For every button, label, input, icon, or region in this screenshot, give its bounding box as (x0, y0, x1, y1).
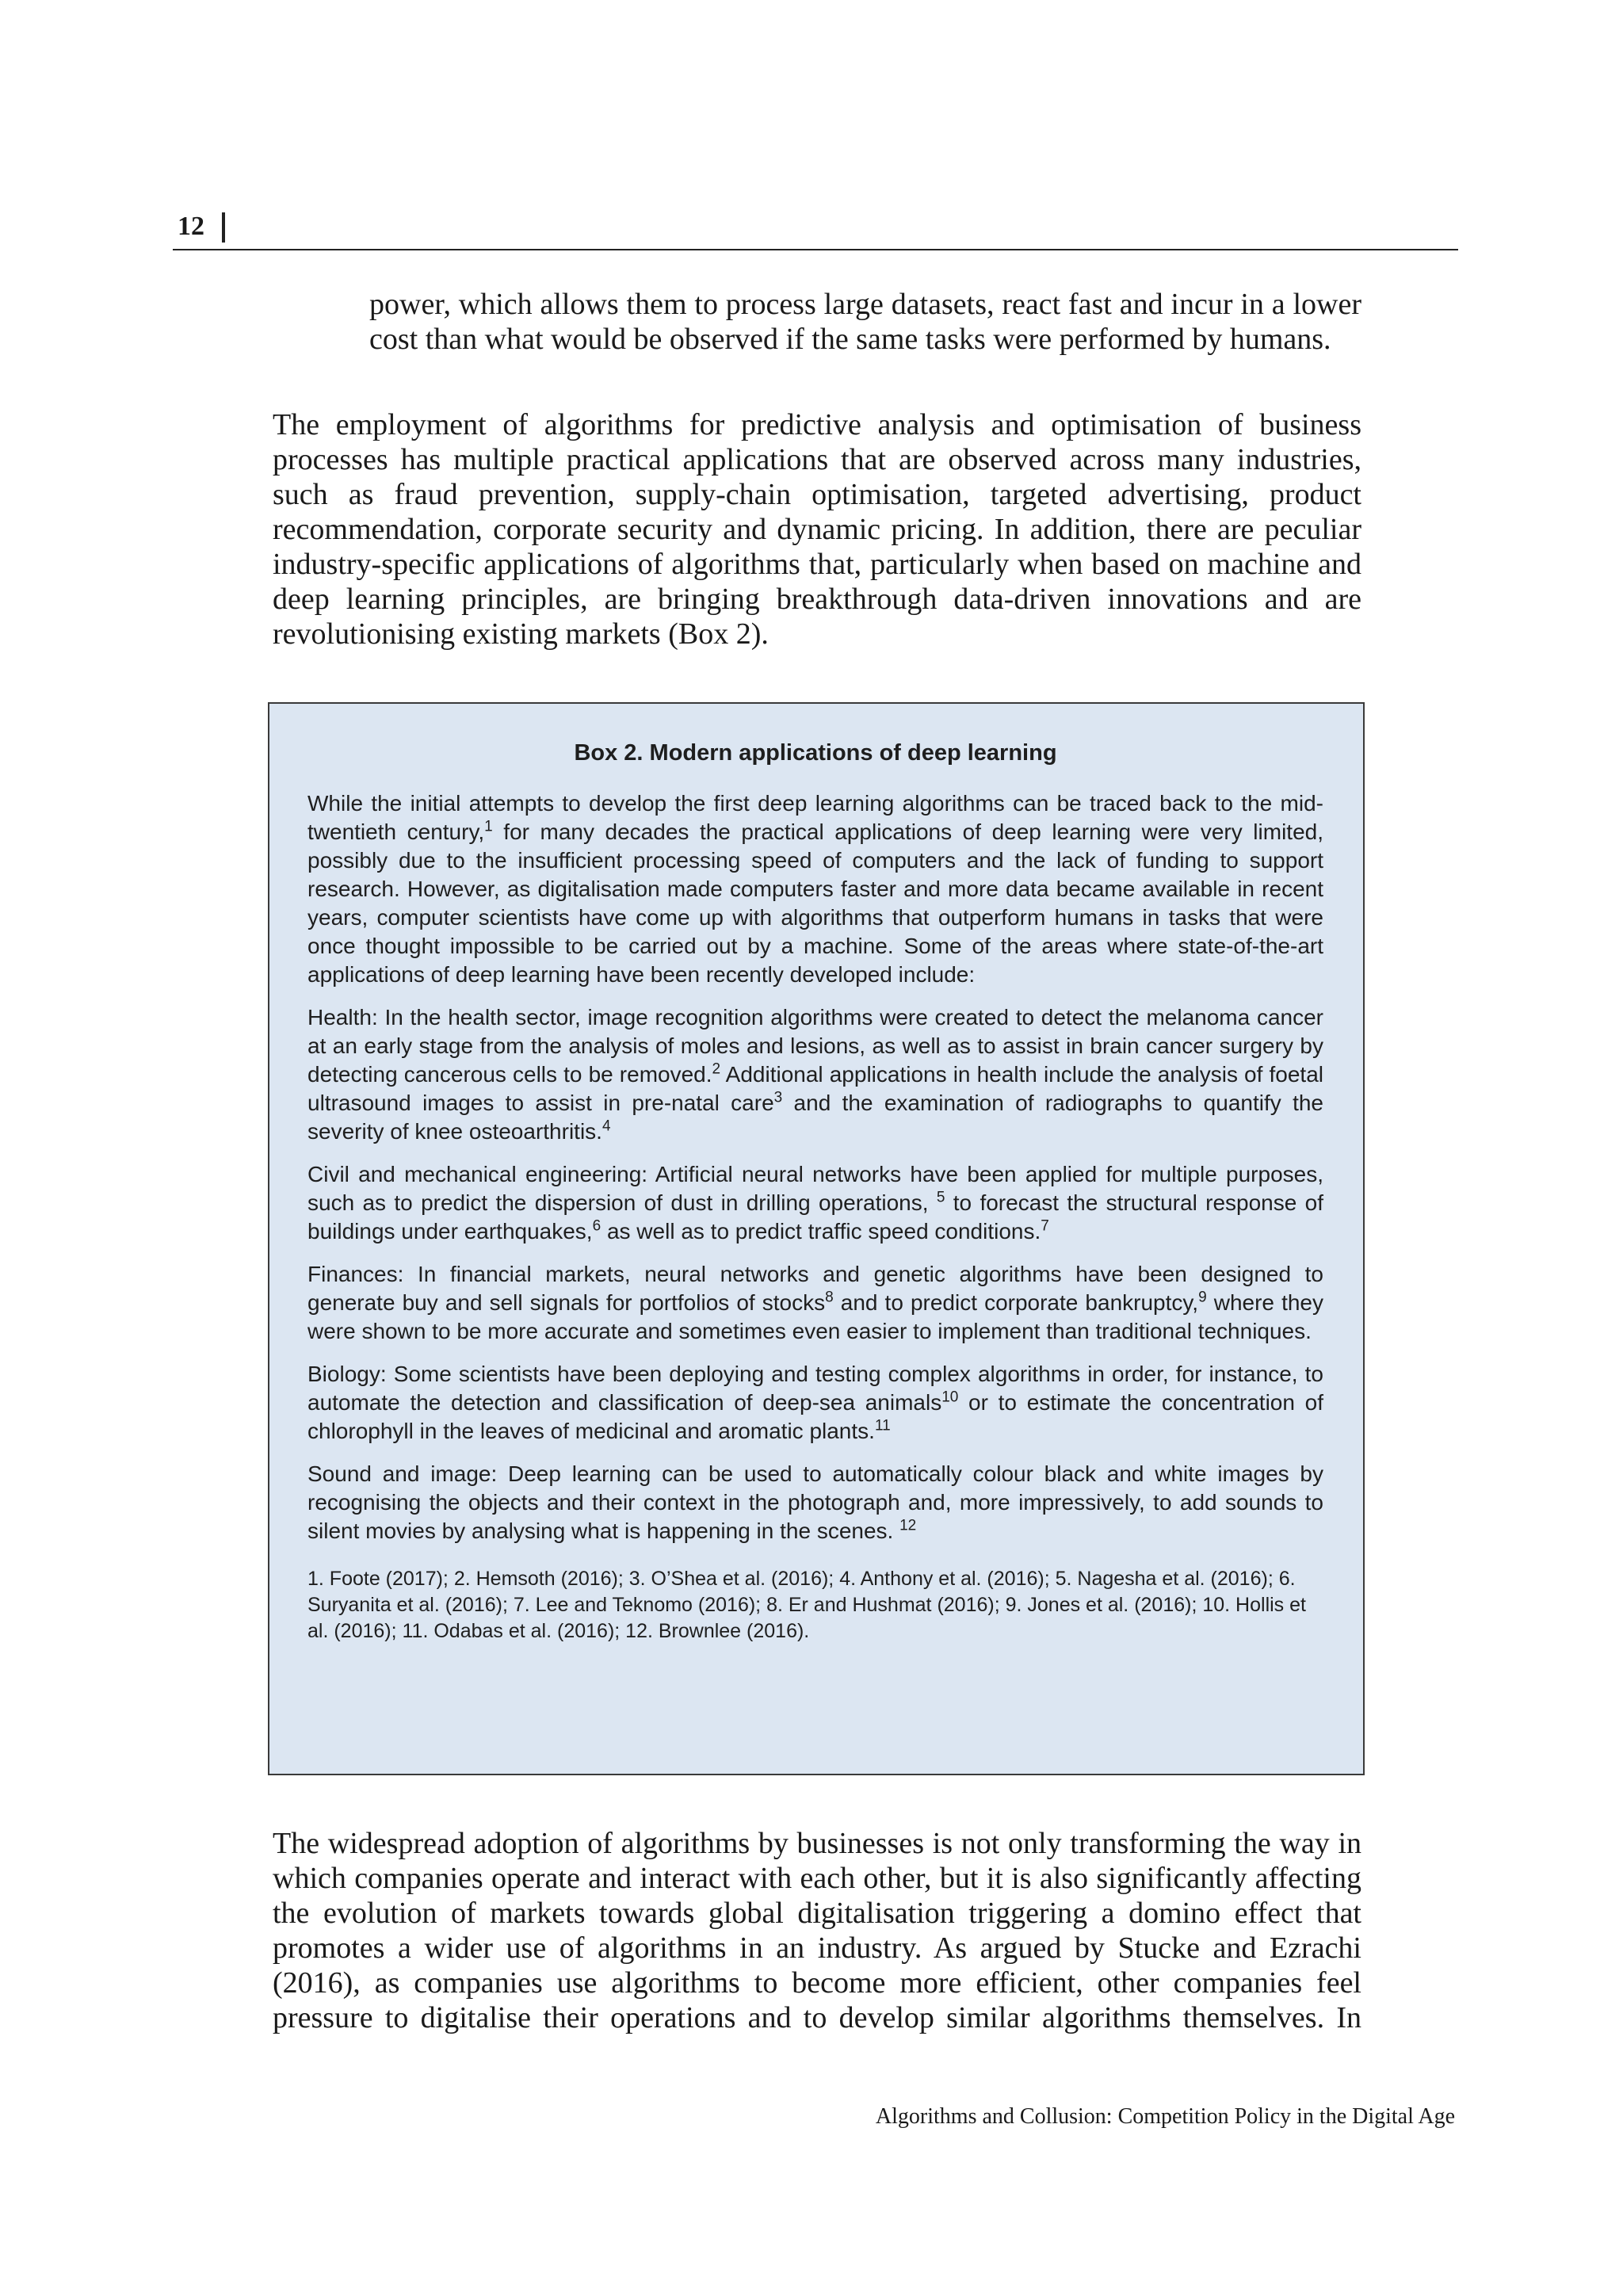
box-engineering-text: as well as to predict traffic speed conditions. (601, 1219, 1041, 1244)
footnote-ref-11: 11 (874, 1417, 891, 1435)
page-header (173, 208, 1458, 250)
header-divider (222, 212, 225, 243)
footnote-ref-9: 9 (1198, 1289, 1207, 1306)
box-finances-text: where they were shown to be more accurate and sometimes even easier to implement than traditional techniques. (307, 1290, 1323, 1343)
box-engineering-text: to forecast the structural response of buildings under earthquakes, (307, 1190, 1323, 1244)
box-health-text: Additional applications in health include the analysis of foetal ultrasound images to assist in pre-natal care (307, 1062, 1323, 1115)
body-paragraph-2: The widespread adoption of algorithms by businesses is not only transforming the way in which companies operate and interact with each other, but it is also significantly affecting the evolution of markets towards global digitalisation triggering a domino effect that promotes a wider use of algorithms in an industry. As argued by Stucke and Ezrachi (2016), as companies use algorithms to become more efficient, other companies feel pressure to digitalise their operations and to develop similar algorithms themselves. In (273, 1827, 1361, 2034)
page-number: 12 (178, 212, 204, 241)
box-sound-image-paragraph (307, 1460, 1323, 1545)
box-title: Box 2. Modern applications of deep learning (574, 740, 1057, 766)
footnote-ref-5: 5 (936, 1189, 945, 1206)
box-biology-paragraph (307, 1360, 1323, 1446)
box-sound-image-text: Sound and image: Deep learning can be used to automatically colour black and white images by recognising the objects and their context in the photograph and, more impressively, to add sounds to silent movies by analysing what is happening in the scenes. (307, 1461, 1323, 1543)
box-engineering-paragraph (307, 1160, 1323, 1246)
box-biology-text: or to estimate the concentration of chlorophyll in the leaves of medicinal and aromatic plants. (307, 1390, 1323, 1443)
box-intro-text: for many decades the practical applications of deep learning were very limited, possibly due to the insufficient processing speed of computers and the lack of funding to support research. However, as digitalisation made computers faster and more data became available in recent years, computer scientists have come up with algorithms that outperform humans in tasks that were once thought impossible to be carried out by a machine. Some of the areas where state-of-the-art applications of deep learning have been recently developed include: (307, 819, 1323, 987)
footnote-ref-3: 3 (773, 1089, 783, 1106)
footnote-ref-2: 2 (712, 1060, 721, 1078)
footnote-ref-7: 7 (1041, 1217, 1049, 1235)
page-footer: Algorithms and Collusion: Competition Policy in the Digital Age (875, 2104, 1455, 2129)
box-engineering-text: Civil and mechanical engineering: Artificial neural networks have been applied for multiple purposes, such as to predict the dispersion of dust in drilling operations, (307, 1162, 1323, 1215)
box-2 (268, 702, 1365, 1775)
box-finances-paragraph (307, 1260, 1323, 1346)
footnote-ref-10: 10 (941, 1389, 959, 1406)
continued-paragraph: power, which allows them to process large datasets, react fast and incur in a lower cost than what would be observed if the same tasks were performed by humans. (369, 288, 1361, 356)
footnote-ref-12: 12 (899, 1517, 917, 1534)
box-notes: 1. Foote (2017); 2. Hemsoth (2016); 3. O’Shea et al. (2016); 4. Anthony et al. (2016); 5. Nagesha et al. (2016); 6. Suryanita et al. (2016); 7. Lee and Teknomo (2016); 8. Er and Hushmat (2016); 9. Jones et al. (2016); 10. Hollis et al. (2016); 11. Odabas et al. (2016); 12. Brownlee (2016). (307, 1568, 1306, 1642)
box-biology-text: Biology: Some scientists have been deploying and testing complex algorithms in order, for instance, to automate the detection and classification of deep-sea animals (307, 1362, 1323, 1415)
box-health-text: and the examination of radiographs to quantify the severity of knee osteoarthritis. (307, 1091, 1323, 1144)
box-finances-text: and to predict corporate bankruptcy, (833, 1290, 1199, 1315)
footnote-ref-6: 6 (592, 1217, 601, 1235)
box-intro-text: While the initial attempts to develop the first deep learning algorithms can be traced back to the mid-twentieth century, (307, 791, 1323, 844)
box-health-paragraph (307, 1003, 1323, 1146)
footnote-ref-1: 1 (484, 818, 493, 835)
footnote-ref-4: 4 (601, 1117, 611, 1135)
box-health-text: Health: In the health sector, image recognition algorithms were created to detect the melanoma cancer at an early stage from the analysis of moles and lesions, as well as to assist in brain cancer surgery by detecting cancerous cells to be removed. (307, 1005, 1323, 1087)
body-paragraph-1: The employment of algorithms for predictive analysis and optimisation of business processes has multiple practical applications that are observed across many industries, such as fraud prevention, supply-chain optimisation, targeted advertising, product recommendation, corporate security and dynamic pricing. In addition, there are peculiar industry-specific applications of algorithms that, particularly when based on machine and deep learning principles, are bringing breakthrough data-driven innovations and are revolutionising existing markets (Box 2). (273, 408, 1361, 651)
box-finances-text: Finances: In financial markets, neural networks and genetic algorithms have been designed to generate buy and sell signals for portfolios of stocks (307, 1262, 1323, 1315)
box-intro-paragraph (307, 789, 1323, 989)
footnote-ref-8: 8 (825, 1289, 834, 1306)
